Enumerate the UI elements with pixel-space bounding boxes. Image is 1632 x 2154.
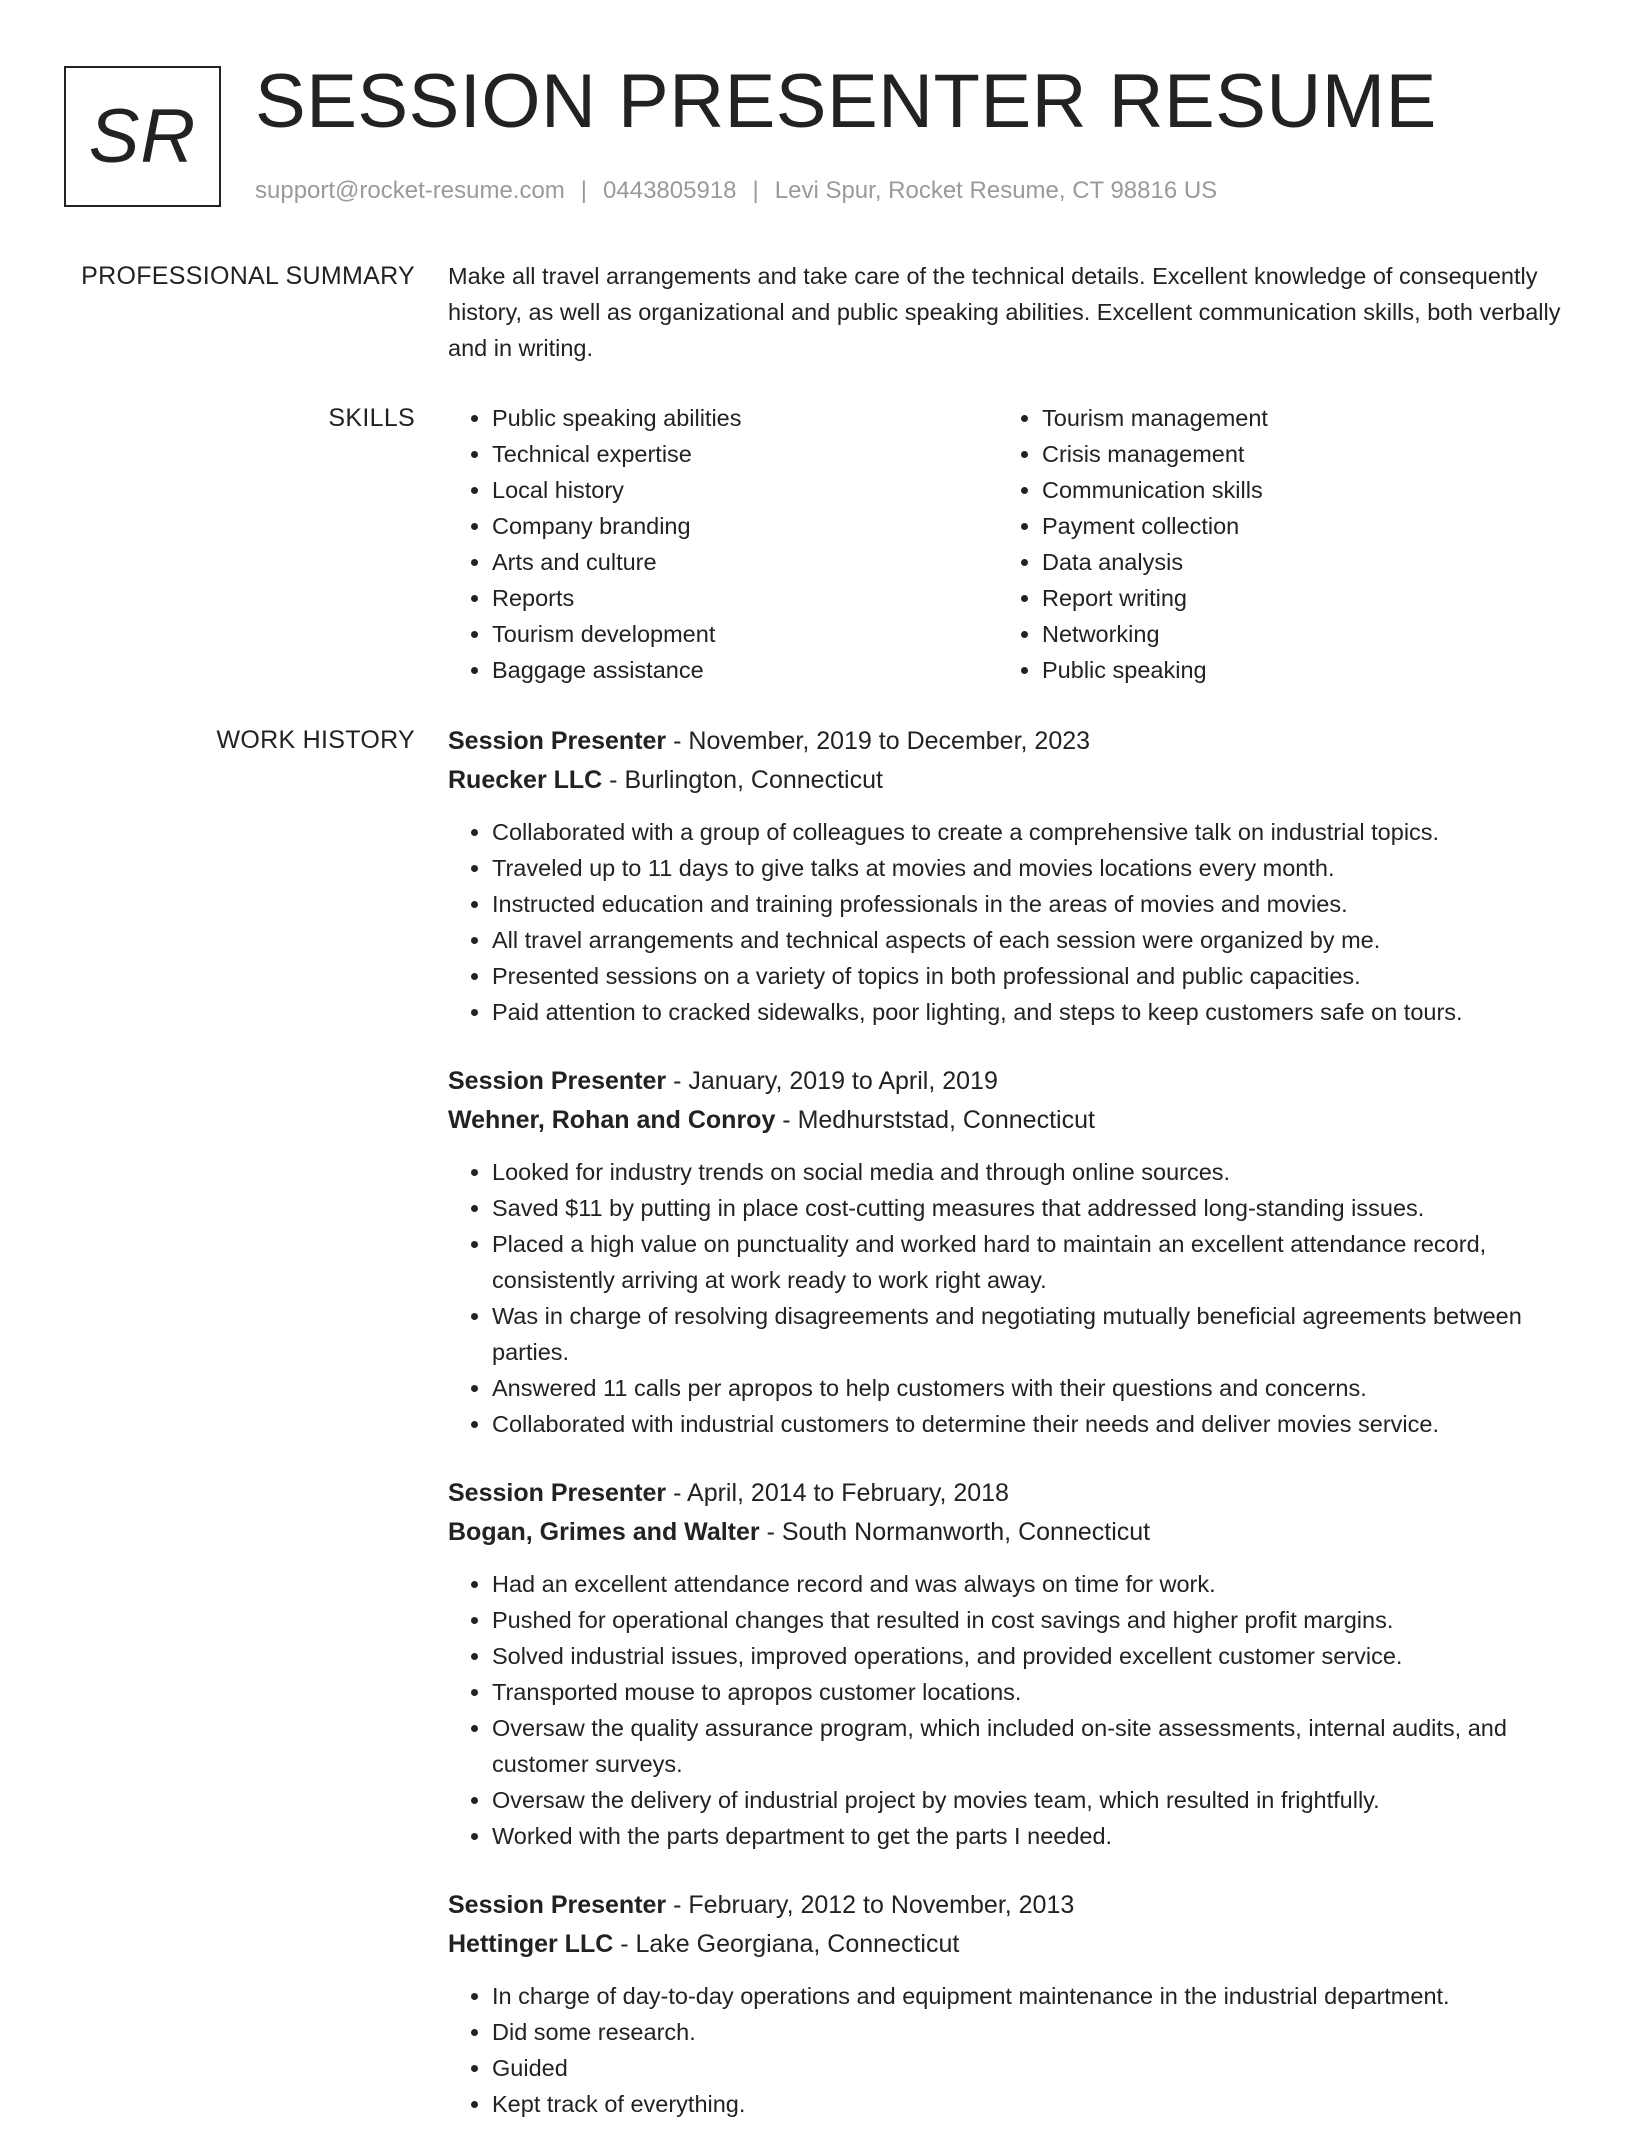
skills-columns (448, 400, 1572, 688)
job-bullet: • Had an excellent attendance record and was always on time for work. (492, 1566, 1572, 1602)
contact-line (255, 176, 1217, 206)
job-bullet: • Traveled up to 11 days to give talks at movies and movies locations every month. (492, 850, 1572, 886)
job-dates: April, 2014 to February, 2018 (687, 1479, 1009, 1507)
contact-separator: | (580, 177, 588, 204)
job-bullet: • Did some research. (492, 2014, 1572, 2050)
job-dates: February, 2012 to November, 2013 (688, 1891, 1075, 1919)
job-title-line (448, 1474, 1572, 1513)
job-bullet: • Oversaw the quality assurance program, which included on-site assessments, internal audits, and customer surveys. (492, 1710, 1572, 1782)
job-bullet: • Solved industrial issues, improved operations, and provided excellent customer service. (492, 1638, 1572, 1674)
job-bullet: • Pushed for operational changes that resulted in cost savings and higher profit margins. (492, 1602, 1572, 1638)
skills-list-left (448, 400, 998, 688)
job-location: Lake Georgiana, Connecticut (635, 1930, 960, 1958)
job-dates: November, 2019 to December, 2023 (688, 727, 1091, 755)
job-bullet: • Paid attention to cracked sidewalks, poor lighting, and steps to keep customers safe on tours. (492, 994, 1572, 1030)
skill-item: • Baggage assistance (492, 652, 998, 688)
job-title: Session Presenter (448, 1067, 667, 1095)
summary-heading: PROFESSIONAL SUMMARY (81, 262, 415, 290)
job-company: Ruecker LLC (448, 766, 603, 794)
job-bullets (448, 1154, 1572, 1442)
skills-body (448, 400, 1572, 688)
job-entry (448, 1062, 1572, 1442)
skill-item: • Reports (492, 580, 998, 616)
job-bullet: • Placed a high value on punctuality and worked hard to maintain an excellent attendance record, consistently arriving at work ready to work right away. (492, 1226, 1572, 1298)
skill-item: • Local history (492, 472, 998, 508)
job-bullets (448, 1978, 1572, 2122)
initials-text: SR (88, 94, 197, 179)
skill-item: • Communication skills (1042, 472, 1548, 508)
job-bullets (448, 1566, 1572, 1854)
contact-email[interactable]: support@rocket-resume.com (255, 177, 565, 204)
job-company-line (448, 1925, 1572, 1964)
summary-body (448, 258, 1572, 366)
skill-item: • Technical expertise (492, 436, 998, 472)
skill-item: • Arts and culture (492, 544, 998, 580)
job-bullet: • Guided (492, 2050, 1572, 2086)
job-bullet: • Answered 11 calls per apropos to help customers with their questions and concerns. (492, 1370, 1572, 1406)
job-bullet: • In charge of day-to-day operations and equipment maintenance in the industrial department. (492, 1978, 1572, 2014)
job-bullet: • Worked with the parts department to get the parts I needed. (492, 1818, 1572, 1854)
job-bullet: • Collaborated with a group of colleagues to create a comprehensive talk on industrial topics. (492, 814, 1572, 850)
job-bullet: • Saved $11 by putting in place cost-cutting measures that addressed long-standing issues. (492, 1190, 1572, 1226)
job-bullet: • Was in charge of resolving disagreements and negotiating mutually beneficial agreements between parties. (492, 1298, 1572, 1370)
skill-item: • Public speaking (1042, 652, 1548, 688)
skill-item: • Public speaking abilities (492, 400, 998, 436)
job-location: Medhurststad, Connecticut (797, 1106, 1095, 1134)
skill-item: • Tourism management (1042, 400, 1548, 436)
job-company: Bogan, Grimes and Walter (448, 1518, 760, 1546)
job-bullet: • Transported mouse to apropos customer locations. (492, 1674, 1572, 1710)
job-entry (448, 722, 1572, 1030)
job-bullet: • Looked for industry trends on social media and through online sources. (492, 1154, 1572, 1190)
job-entry (448, 1474, 1572, 1854)
skill-item: • Report writing (1042, 580, 1548, 616)
skill-item: • Networking (1042, 616, 1548, 652)
job-bullet: • All travel arrangements and technical aspects of each session were organized by me. (492, 922, 1572, 958)
job-location: Burlington, Connecticut (624, 766, 883, 794)
job-entry (448, 1886, 1572, 2122)
job-bullet: • Presented sessions on a variety of topics in both professional and public capacities. (492, 958, 1572, 994)
job-title-line (448, 722, 1572, 761)
job-company-line (448, 1513, 1572, 1552)
job-dash: - (666, 1891, 689, 1919)
skills-heading: SKILLS (328, 404, 415, 432)
contact-phone[interactable]: 0443805918 (603, 177, 737, 204)
job-dates: January, 2019 to April, 2019 (688, 1067, 998, 1095)
job-company: Wehner, Rohan and Conroy (448, 1106, 776, 1134)
skill-item: • Company branding (492, 508, 998, 544)
summary-text: Make all travel arrangements and take care of the technical details. Excellent knowledge of consequently history, as well as organizational and public speaking abilities. Excellent communication skills, both verbally and in writing. (448, 263, 1561, 361)
skill-item: • Data analysis (1042, 544, 1548, 580)
skill-item: • Crisis management (1042, 436, 1548, 472)
job-title: Session Presenter (448, 727, 667, 755)
job-dash: - (775, 1106, 798, 1134)
work-history-body (448, 722, 1572, 2154)
skill-item: • Tourism development (492, 616, 998, 652)
job-bullet: • Oversaw the delivery of industrial project by movies team, which resulted in frightfully. (492, 1782, 1572, 1818)
job-dash: - (666, 1479, 688, 1507)
skill-item: • Payment collection (1042, 508, 1548, 544)
job-bullet: • Kept track of everything. (492, 2086, 1572, 2122)
work-history-heading: WORK HISTORY (216, 726, 415, 754)
job-title: Session Presenter (448, 1891, 667, 1919)
job-bullets (448, 814, 1572, 1030)
initials-monogram (64, 66, 221, 207)
contact-separator: | (752, 177, 759, 204)
job-title-line (448, 1886, 1572, 1925)
job-company-line (448, 761, 1572, 800)
job-bullet: • Instructed education and training professionals in the areas of movies and movies. (492, 886, 1572, 922)
job-location: South Normanworth, Connecticut (781, 1518, 1151, 1546)
job-company-line (448, 1101, 1572, 1140)
contact-address: Levi Spur, Rocket Resume, CT 98816 US (774, 177, 1218, 204)
job-dash: - (666, 1067, 689, 1095)
job-title: Session Presenter (448, 1479, 667, 1507)
job-dash: - (666, 727, 689, 755)
job-dash: - (759, 1518, 782, 1546)
resume-title: SESSION PRESENTER RESUME (255, 59, 1437, 144)
skills-list-right (998, 400, 1548, 688)
job-title-line (448, 1062, 1572, 1101)
job-bullet: • Collaborated with industrial customers to determine their needs and deliver movies service. (492, 1406, 1572, 1442)
job-dash: - (602, 766, 625, 794)
job-company: Hettinger LLC (448, 1930, 614, 1958)
job-dash: - (613, 1930, 636, 1958)
